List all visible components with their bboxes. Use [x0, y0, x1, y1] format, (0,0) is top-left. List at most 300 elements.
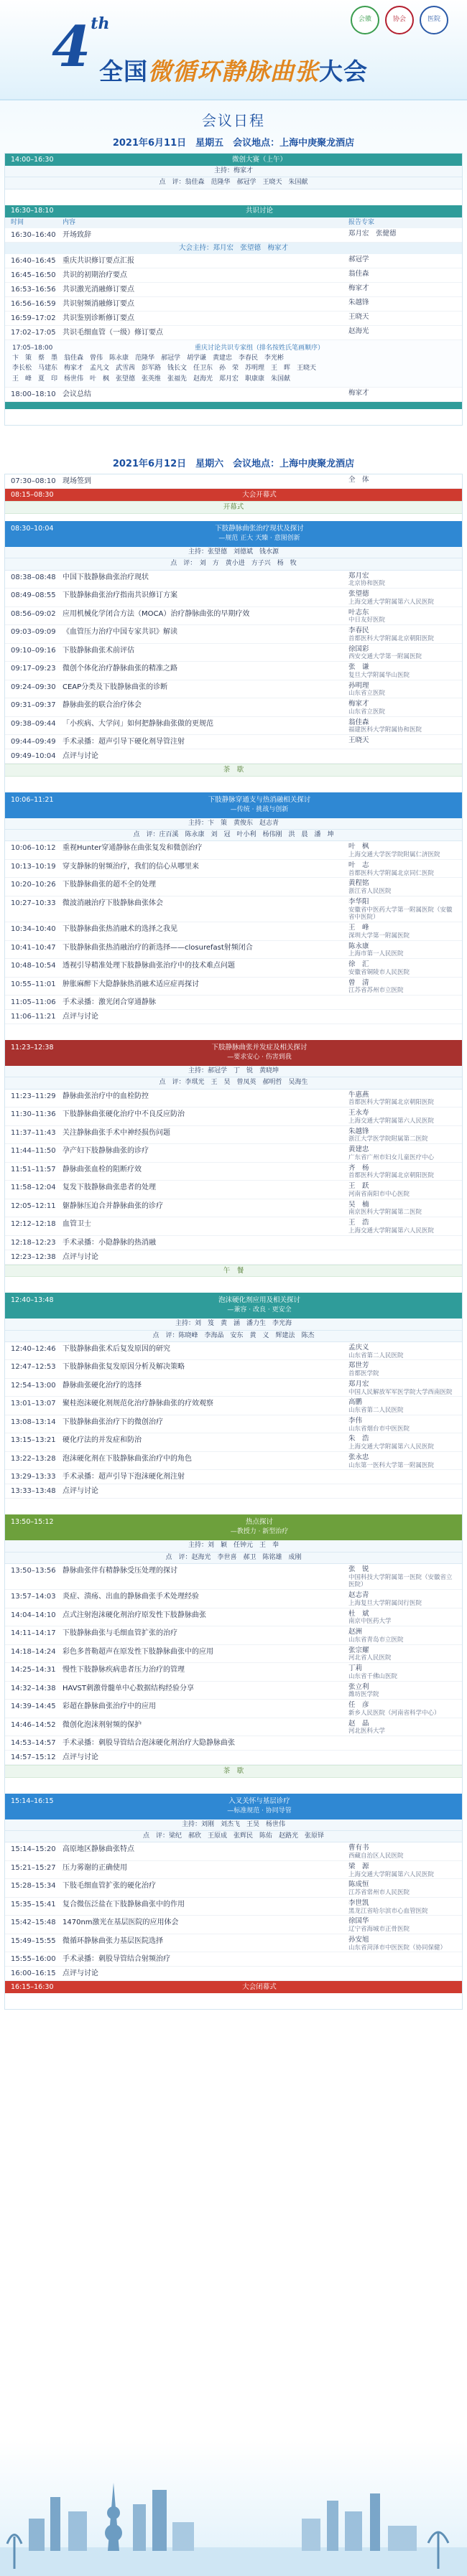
row-speaker: 黄程铭 [348, 879, 369, 888]
row-speaker-cell [348, 1236, 456, 1237]
row-affiliation: 山东省菏泽市中医医院（协同保健） [348, 1944, 447, 1952]
row-speaker-cell [348, 268, 456, 278]
row-topic: 微循环静脉曲张力基层医院选择 [63, 1936, 163, 1945]
day1-table [4, 153, 463, 426]
agenda-row [5, 1736, 462, 1751]
row-affiliation: 上海交通大学附属第六人民医院 [348, 1227, 435, 1235]
row-affiliation: 西藏自治区人民医院 [348, 1853, 404, 1860]
session-bar [5, 792, 462, 818]
row-topic: 点式注射泡沫硬化剂治疗原发性下肢静脉曲张 [63, 1611, 206, 1619]
session-time: 12:40–13:48 [11, 1296, 54, 1305]
row-affiliation: 首都医科大学附属北京朝阳医院 [348, 1099, 435, 1107]
row-speaker: 陈成恒 [348, 1881, 369, 1889]
row-topic: 微波消融治疗下肢静脉曲张体会 [63, 899, 163, 907]
row-speaker: 牛惠燕 [348, 1090, 369, 1099]
row-time: 09:49–10:04 [11, 752, 56, 761]
row-speaker-cell [348, 1718, 456, 1736]
row-time: 15:49–15:55 [11, 1936, 56, 1945]
session-bar [5, 1794, 462, 1819]
session-time: 15:14–16:15 [11, 1797, 54, 1805]
row-topic: 静脉曲张血栓的阻断疗效 [63, 1165, 142, 1174]
row-speaker: 朱越锋 [348, 298, 369, 306]
row-speaker-cell [348, 941, 456, 959]
row-time: 09:03–09:09 [11, 628, 56, 637]
row-time: 11:37–11:43 [11, 1128, 56, 1137]
row-topic: 下肢静脉曲张治疗下的微创治疗 [63, 1418, 163, 1426]
row-speaker-cell [348, 735, 456, 745]
row-topic: 复合微伍泛盐在下肢静脉曲张中的作用 [63, 1900, 185, 1908]
session-title [63, 1518, 456, 1536]
row-speaker: 郝冠学 [348, 255, 369, 263]
row-topic: 躯静脉压迫合并静脉曲张的诊疗 [63, 1202, 163, 1210]
row-speaker: 任 彦 [348, 1701, 369, 1710]
session-title [63, 796, 456, 814]
row-topic: 点评与讨论 [63, 1487, 98, 1496]
day2-table [4, 474, 463, 2010]
row-speaker: 梅家才 [348, 284, 369, 292]
opening-ceremony-bar [5, 489, 462, 501]
row-speaker-cell [348, 1608, 456, 1626]
row-affiliation: 中日友好医院 [348, 617, 386, 624]
agenda-row [5, 1090, 462, 1108]
row-time: 15:28–15:34 [11, 1882, 56, 1891]
row-affiliation: 山东第一医科大学第一附属医院 [348, 1461, 435, 1469]
row-topic: 静脉曲张伴有精静脉受压处理的探讨 [63, 1566, 177, 1575]
row-speaker: 叶 志 [348, 861, 369, 869]
row-affiliation: 山东省第二人民医院 [348, 1352, 404, 1359]
session-title [63, 1296, 456, 1314]
agenda-row [5, 1360, 462, 1379]
session-time: 08:15–08:30 [11, 490, 54, 499]
session-time: 16:15–16:30 [11, 1983, 54, 1991]
session-title-text: 下肢静脉曲张并发症及相关探讨 [211, 1044, 308, 1052]
row-speaker-cell [348, 326, 456, 336]
row-speaker: 曹有书 [348, 1844, 369, 1853]
row-time: 12:23–12:38 [11, 1252, 56, 1261]
agenda-row [5, 1718, 462, 1737]
row-topic: 肿胀麻醉下大隐静脉热消融术适应症再探讨 [63, 980, 199, 988]
row-speaker-cell [348, 996, 456, 997]
row-speaker: 李华阳 [348, 897, 369, 906]
agenda-row [5, 644, 462, 662]
agenda-row [5, 1751, 462, 1765]
row-speaker-cell [348, 644, 456, 662]
agenda-row [5, 326, 462, 340]
row-time: 11:51–11:57 [11, 1165, 56, 1174]
session-title: 微创大赛（上午） [231, 155, 287, 164]
row-time: 11:44–11:50 [11, 1147, 56, 1156]
row-speaker-cell [348, 1470, 456, 1471]
row-affiliation: 河北医科大学 [348, 1728, 386, 1736]
row-topic: 《血管压力治疗中国专家共识》解读 [63, 628, 177, 637]
row-speaker: 王晓天 [348, 312, 369, 321]
row-affiliation: 江苏省苏州市立医院 [348, 987, 404, 995]
row-affiliation: 河北省人民医院 [348, 1654, 392, 1662]
row-speaker-cell [348, 698, 456, 716]
row-topic: 透视引导精准处理下肢静脉曲张治疗中的技术难点问题 [63, 962, 235, 970]
row-time: 09:31–09:37 [11, 701, 56, 710]
session-judges: 点 评：翁佳森 范隆华 郝冠学 王晓天 朱国献 [5, 177, 462, 189]
session-title [63, 1044, 456, 1062]
row-topic: 共识毛细血管（一级）修订要点 [63, 328, 163, 337]
agenda-row [5, 1626, 462, 1645]
logo-icon: 协会 [385, 6, 414, 34]
row-speaker: 叶 枫 [348, 843, 369, 851]
row-speaker-cell [348, 571, 456, 589]
row-topic: 下肢静脉曲张术前评估 [63, 646, 134, 655]
row-time: 09:44–09:49 [11, 738, 56, 746]
row-time: 10:48–10:54 [11, 962, 56, 970]
row-affiliation: 南京医科大学附属第二医院 [348, 1209, 422, 1217]
row-speaker-cell [348, 717, 456, 735]
session-title-text: 下肢静脉曲张治疗现状及探讨 [215, 525, 304, 533]
consensus-rows [5, 254, 462, 340]
row-time: 14:25–14:31 [11, 1666, 56, 1675]
row-speaker: 张永忠 [348, 1453, 369, 1461]
row-time: 16:30–16:40 [11, 230, 56, 239]
session-subtitle: —规范 正大 天臻 · 意图创新 [218, 534, 300, 542]
row-affiliation: 深圳大学第一附属医院 [348, 932, 410, 940]
session-time: 11:23–12:38 [11, 1044, 54, 1052]
row-topic: 下肢静脉曲张术后复发原因的研究 [63, 1344, 170, 1353]
row-speaker: 朱越锋 [348, 1127, 369, 1135]
row-speaker: 齐 杨 [348, 1163, 369, 1172]
agenda-row [5, 1608, 462, 1627]
row-time: 15:55–16:00 [11, 1955, 56, 1964]
session-subtitle: —要求安心 · 伤害到我 [227, 1053, 292, 1061]
row-speaker: 吴 楠 [348, 1200, 369, 1209]
page-title: 会议日程 [202, 112, 265, 129]
row-affiliation: 山东省烟台市中医医院 [348, 1425, 410, 1433]
row-topic: 手术录播：超声引导下硬化剂导管注射 [63, 738, 185, 746]
agenda-row [5, 1842, 462, 1861]
row-time: 10:06–10:12 [11, 844, 56, 853]
agenda-row [5, 996, 462, 1010]
row-speaker: 孟庆义 [348, 1343, 369, 1352]
row-speaker-cell [348, 1751, 456, 1752]
agenda-row [5, 589, 462, 607]
row-speaker-cell [348, 662, 456, 680]
row-speaker: 孙明理 [348, 681, 369, 690]
row-speaker-cell [348, 1879, 456, 1897]
row-topic: 下肢静脉曲张热消融术的选择之我见 [63, 925, 177, 934]
session-bar [5, 154, 462, 166]
agenda-row [5, 1470, 462, 1484]
row-topic: 1470nm激光在基层医院的应用体会 [63, 1919, 179, 1927]
session-title: 共识讨论 [245, 207, 273, 215]
session-bar [5, 205, 462, 217]
row-topic: 手术录播：刺股导管结合射频治疗 [63, 1955, 170, 1964]
agenda-row [5, 625, 462, 644]
row-time: 15:21–15:27 [11, 1863, 56, 1872]
row-speaker: 朱 浩 [348, 1435, 369, 1443]
row-speaker: 徐国华 [348, 1917, 369, 1926]
agenda-row [5, 1415, 462, 1434]
row-speaker: 张 谦 [348, 663, 369, 672]
row-speaker: 郑月宏 [348, 1380, 369, 1388]
session-subtitle: —传统 · 挑战与创新 [230, 805, 289, 813]
agenda-row [5, 1590, 462, 1608]
conference-banner [0, 0, 467, 100]
row-speaker-cell [348, 1090, 456, 1107]
row-affiliation: 上海交通大学医学院附属仁济医院 [348, 851, 440, 859]
row-topic: 「小疾病、大学问」如何把静脉曲张做的更规范 [63, 719, 213, 728]
session-title: 大会闭幕式 [242, 1983, 277, 1991]
row-time: 10:55–11:01 [11, 980, 56, 988]
row-topic: 开场致辞 [63, 230, 91, 239]
row-topic: 点评与讨论 [63, 752, 98, 761]
row-topic: 手术录播：超声引导下泡沫硬化剂注射 [63, 1473, 185, 1481]
row-topic: 硬化疗法的并发症和防治 [63, 1436, 142, 1445]
row-affiliation: 辽宁省海城市正骨医院 [348, 1926, 410, 1934]
row-affiliation: 福建医科大学附属协和医院 [348, 726, 422, 734]
agenda-row [5, 680, 462, 699]
agenda-row [5, 735, 462, 749]
row-affiliation: 江苏省常州市人民医院 [348, 1889, 410, 1897]
logo-icon: 医院 [420, 6, 448, 34]
row-speaker-cell [348, 860, 456, 878]
panel-names: 王 峰 夏 印 杨世伟 叶 枫 张望德 张英维 张福先 赵海光 郑月宏 职康康 朱国献 [12, 375, 291, 383]
row-time: 16:00–16:15 [11, 1970, 56, 1978]
row-speaker: 陈永康 [348, 942, 369, 950]
session-judges: 点 评：李琪光 王 昊 曾凤英 郝明哲 吴海生 [5, 1077, 462, 1089]
session-host: 主持：郝冠学 丁 锐 黄晓坤 [5, 1066, 462, 1077]
row-affiliation: 首都医科大学附属北京朝阳医院 [348, 1172, 435, 1180]
row-speaker: 王永寿 [348, 1109, 369, 1118]
row-speaker: 郑月宏 [348, 571, 369, 580]
row-topic: 彩超在静脉曲张治疗中的应用 [63, 1702, 156, 1711]
row-affiliation: 山东省青岛市立医院 [348, 1636, 404, 1644]
agenda-row [5, 1342, 462, 1361]
row-affiliation: 安徽省中医药大学第一附属医院（安徽省中医院） [348, 906, 453, 922]
row-speaker-cell [348, 297, 456, 307]
row-time: 13:15–13:21 [11, 1436, 56, 1445]
agenda-row [5, 1126, 462, 1145]
row-affiliation: 浙江省人民医院 [348, 888, 392, 896]
agenda-row [5, 1700, 462, 1718]
agenda-row [5, 1433, 462, 1452]
session-judges: 点 评：庄百溪 陈永康 刘 冠 叶小利 杨伟刚 洪 晨 潘 坤 [5, 830, 462, 841]
row-time: 09:17–09:23 [11, 665, 56, 673]
row-affiliation: 山东省立医院 [348, 690, 386, 698]
row-affiliation: 浙江大学医学院附属第二医院 [348, 1135, 428, 1143]
agenda-row [5, 1010, 462, 1024]
row-speaker-cell [348, 978, 456, 996]
row-time: 13:22–13:28 [11, 1454, 56, 1463]
row-speaker-cell [348, 1645, 456, 1663]
row-topic: 聚桂泡沫硬化剂规范化治疗静脉曲张的疗效观察 [63, 1400, 213, 1408]
agenda-row [5, 312, 462, 326]
row-speaker: 翁佳森 [348, 718, 369, 726]
row-speaker-cell [348, 1590, 456, 1608]
session-subtitle: —教授力 · 新型治疗 [230, 1528, 289, 1536]
row-speaker-cell [348, 841, 456, 859]
row-speaker-cell [348, 1010, 456, 1011]
row-topic: 静脉曲张治疗中的血栓防控 [63, 1092, 149, 1100]
row-speaker: 李世凯 [348, 1898, 369, 1907]
agenda-row [5, 1452, 462, 1471]
row-topic: 下肢静脉曲张与毛细血管扩张的治疗 [63, 1629, 177, 1638]
agenda-row [5, 698, 462, 717]
row-affiliation: 河南省南阳市中心医院 [348, 1190, 410, 1198]
session-time: 13:50–15:12 [11, 1518, 54, 1527]
row-speaker: 曾 清 [348, 978, 369, 987]
row-speaker-cell [348, 1700, 456, 1718]
session-title: 大会开幕式 [242, 490, 277, 499]
session-bar [5, 1040, 462, 1066]
agenda-row [5, 1898, 462, 1916]
row-topic: 手术录播：小隐静脉的热消融 [63, 1238, 156, 1247]
agenda-row [5, 896, 462, 922]
session-subtitle: —兼容 · 改良 · 更安全 [227, 1306, 292, 1314]
session-consensus [5, 205, 462, 410]
row-speaker: 梅家才 [348, 389, 369, 398]
row-topic: 共识的初期治疗要点 [63, 271, 127, 279]
row-speaker: 黄建忠 [348, 1146, 369, 1154]
session-title [63, 1797, 456, 1815]
row-time: 09:38–09:44 [11, 719, 56, 728]
edition-suffix: th [91, 14, 110, 33]
row-speaker-cell [348, 254, 456, 264]
session-host: 主持：刘 笈 黄 涵 潘力生 李光海 [5, 1319, 462, 1330]
row-time: 11:58–12:04 [11, 1184, 56, 1192]
row-speaker-cell [348, 1861, 456, 1879]
row-speaker-cell [348, 1144, 456, 1162]
row-speaker-cell [348, 680, 456, 698]
row-time: 08:38–08:48 [11, 573, 56, 581]
row-speaker: 赵洲 [348, 1628, 363, 1636]
row-time: 16:40–16:45 [11, 256, 56, 265]
session-bar [5, 521, 462, 547]
title-suffix: 大会 [319, 57, 368, 85]
row-speaker: 王 跃 [348, 1182, 369, 1191]
agenda-row [5, 860, 462, 879]
row-speaker: 梅家才 [348, 700, 369, 708]
row-time: 14:53–14:57 [11, 1739, 56, 1748]
session-rows [5, 841, 462, 1024]
row-time: 13:01–13:07 [11, 1400, 56, 1408]
row-topic: 点评与讨论 [63, 1252, 98, 1261]
session-rows [5, 1564, 462, 1765]
row-time: 17:05–18:00 [12, 344, 53, 352]
row-time: 13:33–13:48 [11, 1487, 56, 1496]
session-block [5, 1514, 462, 1778]
agenda-row [5, 1682, 462, 1700]
divider-bar [5, 402, 462, 409]
row-topic: 应用机械化学闭合方法（MOCA）治疗静脉曲张的早期疗效 [63, 609, 250, 618]
row-topic: 穿支静脉的射频治疗，我们的信心从哪里来 [63, 862, 199, 871]
row-topic: 复发下肢静脉曲张患者的处理 [63, 1184, 156, 1192]
row-time: 10:20–10:26 [11, 881, 56, 889]
row-speaker: 孙安旭 [348, 1935, 369, 1944]
row-topic: 点评与讨论 [63, 1013, 98, 1021]
row-speaker-cell [348, 1564, 456, 1589]
row-topic: 慢性下肢静脉疾病患者压力治疗的管理 [63, 1666, 185, 1675]
row-speaker-cell [348, 283, 456, 293]
session-host: 主持：卞 策 黄俊东 赵志青 [5, 818, 462, 830]
row-affiliation: 山东省立医院 [348, 708, 386, 716]
row-time: 11:23–11:29 [11, 1092, 56, 1100]
row-speaker: 徐 汇 [348, 960, 369, 969]
panel-names: 李长松 马建东 梅家才 孟凡文 武雪茜 彭军路 钱长文 任卫东 孙 荣 苏明理 王 晖 王晓天 [12, 365, 317, 373]
row-topic: 下肢静脉曲张硬化治疗中不良反应防治 [63, 1110, 185, 1119]
row-speaker-cell [348, 1250, 456, 1252]
edition-digit: 4 [52, 14, 91, 80]
row-speaker-cell [348, 1626, 456, 1644]
agenda-row [5, 1879, 462, 1898]
agenda-row [5, 607, 462, 626]
row-speaker-cell [348, 1452, 456, 1470]
row-affiliation: 上海交通大学附属第六人民医院 [348, 1443, 435, 1451]
agenda-row [5, 571, 462, 589]
agenda-row [5, 1967, 462, 1981]
row-time: 12:05–12:11 [11, 1202, 56, 1210]
row-affiliation: 首都医学院 [348, 1370, 379, 1378]
row-speaker-cell [348, 749, 456, 751]
day2-header: 2021年6月12日 星期六 会议地点：上海中庚聚龙酒店 [112, 459, 355, 470]
row-topic: 高原地区静脉曲张特点 [63, 1845, 134, 1854]
row-topic: 重视Hunter穿通静脉在曲张复发和微创治疗 [63, 844, 203, 853]
agenda-row [5, 254, 462, 268]
row-speaker: 张宗耀 [348, 1646, 369, 1654]
row-topic: 会议总结 [63, 390, 91, 399]
row-topic: 泡沫硬化剂在下肢静脉曲张治疗中的角色 [63, 1454, 192, 1463]
row-time: 13:50–13:56 [11, 1566, 56, 1575]
expert-panel [5, 340, 462, 388]
row-speaker: 李春民 [348, 627, 369, 635]
row-time: 15:14–15:20 [11, 1845, 56, 1854]
row-time: 16:53–16:56 [11, 285, 56, 294]
row-affiliation: 中国人民解放军军医学院大学西南医院 [348, 1388, 453, 1396]
row-topic: 下肢静脉曲张治疗指南共识修订方案 [63, 591, 177, 600]
row-time: 11:30–11:36 [11, 1110, 56, 1119]
row-affiliation: 南京中医药大学 [348, 1618, 392, 1626]
row-time: 14:57–15:12 [11, 1753, 56, 1762]
col-topic: 内容 [63, 218, 76, 226]
row-time: 14:32–14:38 [11, 1684, 56, 1692]
row-speaker-cell [348, 1484, 456, 1486]
row-topic: 微创个体化治疗静脉曲张的精准之路 [63, 665, 177, 673]
agenda-row [5, 1250, 462, 1265]
row-time: 07:30–08:10 [11, 477, 56, 486]
row-speaker-cell [348, 1842, 456, 1860]
row-affiliation: 上海交通大学附属第六人民医院 [348, 1870, 435, 1878]
row-topic: 共识激光消融修订要点 [63, 285, 134, 294]
row-speaker: 郑月宏 张健德 [348, 229, 397, 238]
session-block [5, 521, 462, 777]
row-time: 09:24–09:30 [11, 683, 56, 691]
row-speaker: 丁莉 [348, 1664, 363, 1673]
row-topic: 彩色多普勒超声在原发性下肢静脉曲张中的应用 [63, 1647, 213, 1656]
row-time: 10:27–10:33 [11, 899, 56, 907]
agenda-row [5, 1181, 462, 1199]
row-time: 08:49–08:55 [11, 591, 56, 600]
agenda-row [5, 1484, 462, 1499]
row-topic: 点评与讨论 [63, 1970, 98, 1978]
row-time: 14:39–14:45 [11, 1702, 56, 1711]
row-affiliation: 上海市第一人民医院 [348, 950, 404, 958]
session-judges: 点 评：梁纪 郝欣 王原成 张辉民 陈佑 赵路光 张原铎 [5, 1831, 462, 1842]
title-prefix: 全国 [99, 57, 148, 85]
organizer-logos [351, 6, 448, 34]
row-topic: 血管卫士 [63, 1220, 91, 1229]
row-speaker: 张 锐 [348, 1565, 369, 1573]
row-affiliation: 安徽省铜陵市人民医院 [348, 968, 410, 976]
session-time: 16:30–18:10 [11, 207, 54, 215]
agenda-row [5, 1163, 462, 1181]
row-time: 10:13–10:19 [11, 862, 56, 871]
row-affiliation: 山东省千佛山医院 [348, 1672, 398, 1680]
